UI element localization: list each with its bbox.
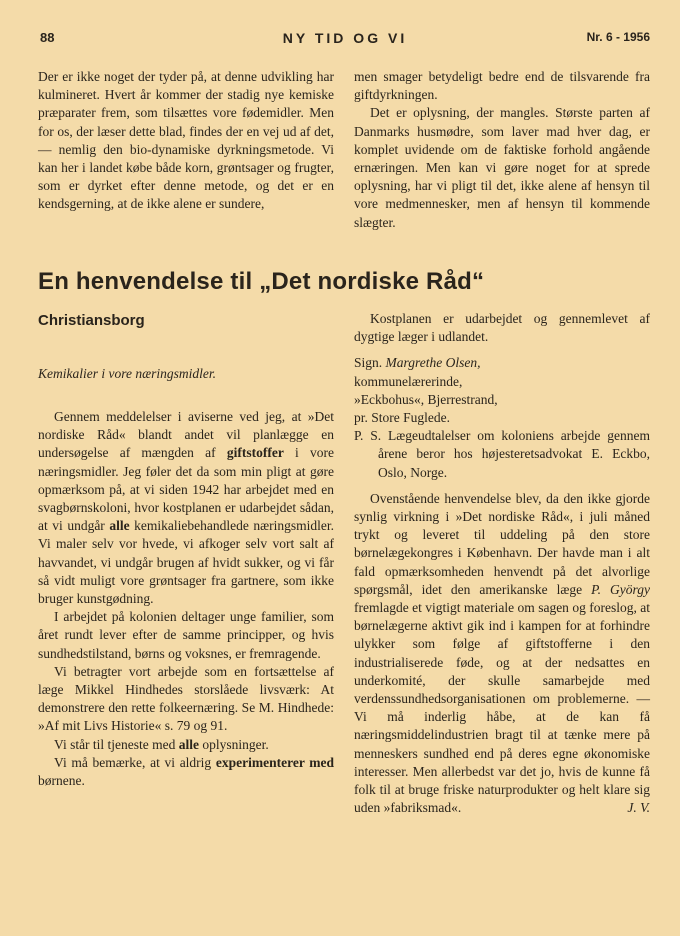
author-initials: J. V. xyxy=(627,800,650,816)
article-headline: En henvendelse til „Det nordiske Råd“ xyxy=(38,268,485,295)
top-left-column xyxy=(38,68,334,214)
editor-comment: Ovenstående henvendelse blev, da den ikke gjorde synlig virkning i »Det nordiske Råd«, i juli måned trykt og leveret til uddeling på den store børnelægekongres i København. Der havde man i alt fald opmærksomheden henvendt på det alvorlige spørgsmål, idet den amerikanske læge P. György fremlagde et vigtigt materiale om sagen og foreslog, at børnelægerne aktivt gik ind i kampen for at forhindre ulykker som følge af giftstofferne i den industrialiserede føde, og at der nedsattes en underkomité, der skulle samarbejde med verdenssundhedsorganisationen om problemerne. — Vi må inderlig håbe, at de kan få næringsmiddelindustrien bragt til at tænke mere på menneskers sundhed end på deres egne økonomiske interesser. Men allerbedst var det jo, hvis de kunne få folk til at bruge friske naturprodukter og helt klare sig uden »fabriksmad«. J. V. xyxy=(354,490,650,818)
page-header xyxy=(40,30,650,50)
doctor-name: P. György xyxy=(591,581,650,597)
continued-paragraph: Der er ikke noget der tyder på, at denne udvikling har kulmineret. Hvert år kommer der stadig nye kemiske præparater frem, som tilsættes vore fødemidler. Men for os, der læser dette blad, findes der en vej ud af det, — nemlig den bio-dynamiske dyrkningsmetode. Vi kan her i landet købe både korn, grøntsager og frugter, som er dyrket efter denne metode, og det er en kendsgerning, at de ikke alene er sundere, xyxy=(38,69,334,212)
letter-closing-paragraph: Kostplanen er udarbejdet og gennemlevet af dygtige læger i udlandet. xyxy=(354,311,650,345)
oplysning-paragraph: Det er oplysning, der mangles. Største parten af Danmarks husmødre, som laver mad hver dag, er komplet uvidende om de faktiske forhold angående ernæringen. Men kan vi gøre noget for at sprede oplysning, har vi pligt til det, ikke alene af hensyn til vore medmennesker, men af hensyn til kommende slægter. xyxy=(354,105,650,230)
letter-paragraph-1: Gennem meddelelser i aviserne ved jeg, at »Det nordiske Råd« blandt andet vil planlægge en undersøgelse af mængden af giftstoffer i vore næringsmidler. Jeg føler det da som min pligt at gøre opmærksom på, at vi siden 1942 har arbejdet med en svagbørnskoloni, hvor kostplanen er udarbejdet sådan, at vi undgår alle kemikaliebehandlede næringsmidler. Vi maler selv vor hvede, vi afkoger selv vort salt af havvandet, vi undgår brugen af hvidt sukker, og vi får så vidt muligt vore grøntsager fra gartnere, som ikke bruger kunstgødning. xyxy=(38,409,334,607)
letter-topic: Kemikalier i vore næringsmidler. xyxy=(38,366,216,381)
letter-paragraph-2: I arbejdet på kolonien deltager unge familier, som året rundt lever efter de samme principper, og hvis sundhedstilstand, børns og voksnes, er fremragende. xyxy=(38,609,334,661)
letter-paragraph-4: Vi står til tjeneste med alle oplysninger. xyxy=(54,736,269,752)
journal-title: NY TID OG VI xyxy=(282,30,408,46)
issue-number: Nr. 6 - 1956 xyxy=(586,30,650,44)
page-number: 88 xyxy=(40,30,55,45)
continued-paragraph-end: men smager betydeligt bedre end de tilsvarende fra giftdyrkningen. xyxy=(354,69,650,103)
signature-line: Sign. Margrethe Olsen, xyxy=(354,355,481,371)
signature-name: Margrethe Olsen, xyxy=(385,355,481,371)
article-subhead: Christiansborg xyxy=(38,312,145,329)
top-right-column xyxy=(354,68,650,232)
postscript: P. S. Lægeudtalelser om koloniens arbejde gennem årene beror hos højesteretsadvokat E. Eckbo, Oslo, Norge. xyxy=(354,428,650,480)
signature-postal: pr. Store Fuglede. xyxy=(354,410,450,426)
letter-paragraph-3: Vi betragter vort arbejde som en fortsættelse af læge Mikkel Hindhedes storslåede livsværk: At demonstrere den rette folkeernæring. Se M. Hindhede: »Af mit Livs Historie« s. 79 og 91. xyxy=(38,663,334,734)
letter-right-column xyxy=(354,310,650,817)
letter-left-column xyxy=(38,408,334,790)
signature-address: »Eckbohus«, Bjerrestrand, xyxy=(354,391,498,407)
signature-title: kommunelærerinde, xyxy=(354,373,463,389)
letter-paragraph-5: Vi må bemærke, at vi aldrig experimenterer med børnene. xyxy=(38,754,334,789)
